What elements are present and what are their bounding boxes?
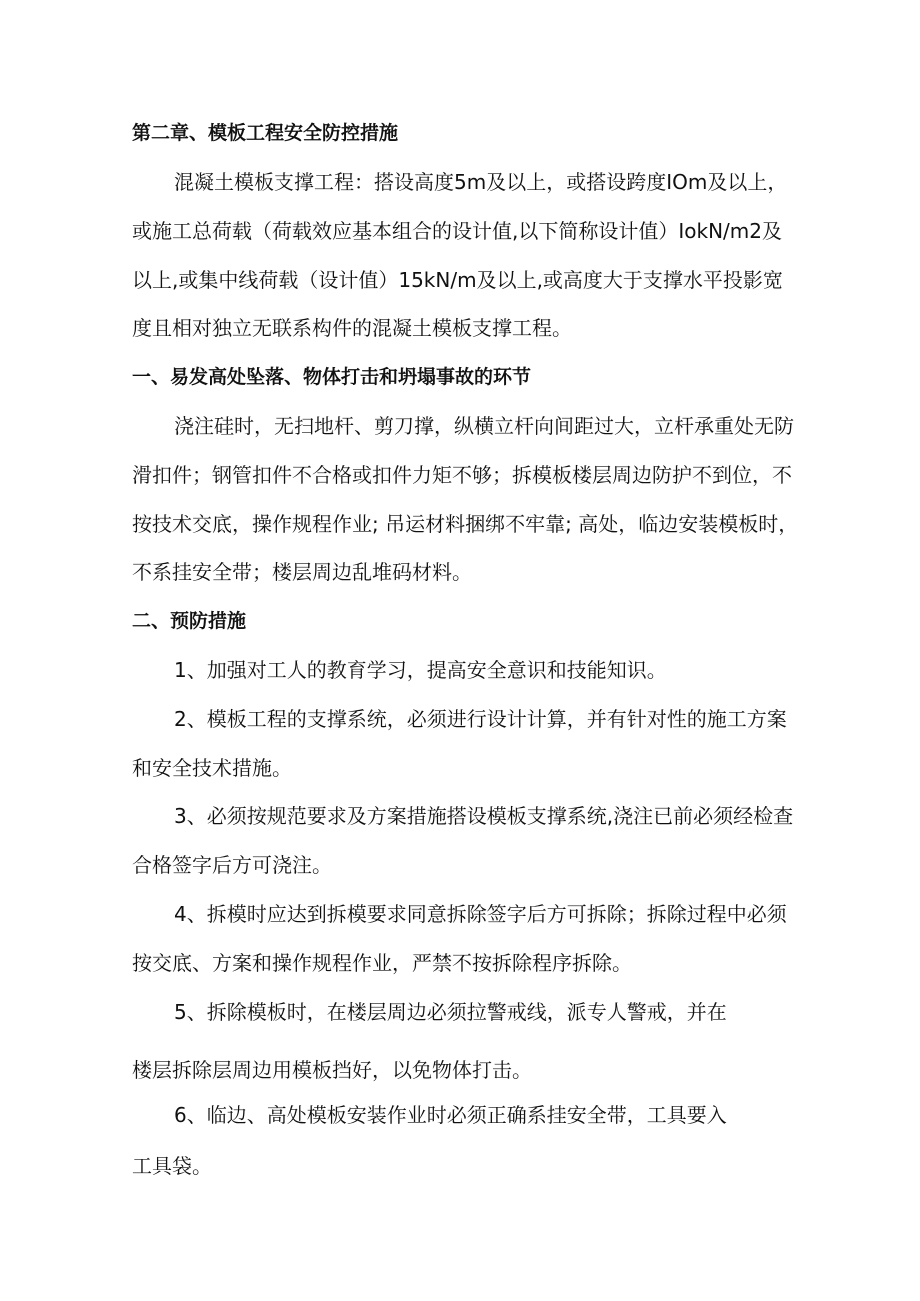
measure-2-line-1: 2、模板工程的支撑系统，必须进行设计计算，并有针对性的施工方案 — [174, 707, 787, 731]
intro-line-1: 混凝土模板支撑工程：搭设高度5m及以上，或搭设跨度IOm及以上， — [174, 170, 788, 194]
measure-5-line-2: 楼层拆除层周边用模板挡好，以免物体打击。 — [132, 1058, 532, 1082]
section-1-line-1: 浇注硅时，无扫地杆、剪刀撑，纵横立杆向间距过大，立杆承重处无防 — [174, 414, 794, 438]
measure-5-line-1: 5、拆除模板时，在楼层周边必须拉警戒线，派专人警戒，并在 — [174, 1000, 727, 1024]
intro-line-4: 度且相对独立无联系构件的混凝土模板支撑工程。 — [132, 316, 572, 340]
section-2-title: 二、预防措施 — [132, 610, 247, 632]
measure-4-line-1: 4、拆模时应达到拆模要求同意拆除签字后方可拆除；拆除过程中必须 — [174, 902, 787, 926]
measure-6-line-1: 6、临边、高处模板安装作业时必须正确系挂安全带，工具要入 — [174, 1103, 727, 1127]
measure-3-line-2: 合格签字后方可浇注。 — [132, 853, 332, 877]
measure-1-line-1: 1、加强对工人的教育学习，提高安全意识和技能知识。 — [174, 658, 667, 682]
measure-2-line-2: 和安全技术措施。 — [132, 756, 292, 780]
intro-line-3: 以上,或集中线荷载（设计值）15kN/m及以上,或高度大于支撑水平投影宽 — [132, 268, 783, 292]
section-1-line-3: 按技术交底，操作规程作业; 吊运材料捆绑不牢靠; 高处，临边安装模板时， — [132, 512, 799, 536]
intro-line-2: 或施工总荷载（荷载效应基本组合的设计值,以下简称设计值）IokN/m2及 — [132, 219, 782, 243]
section-1-title: 一、易发高处坠落、物体打击和坍塌事故的环节 — [132, 366, 532, 388]
measure-3-line-1: 3、必须按规范要求及方案措施搭设模板支撑系统,浇注已前必须经检查 — [174, 804, 794, 828]
section-1-line-2: 滑扣件；钢管扣件不合格或扣件力矩不够；拆模板楼层周边防护不到位，不 — [132, 463, 792, 487]
measure-4-line-2: 按交底、方案和操作规程作业，严禁不按拆除程序拆除。 — [132, 951, 632, 975]
section-1-line-4: 不系挂安全带；楼层周边乱堆码材料。 — [132, 560, 472, 584]
measure-6-line-2: 工具袋。 — [132, 1154, 212, 1178]
chapter-title: 第二章、模板工程安全防控措施 — [132, 122, 399, 144]
